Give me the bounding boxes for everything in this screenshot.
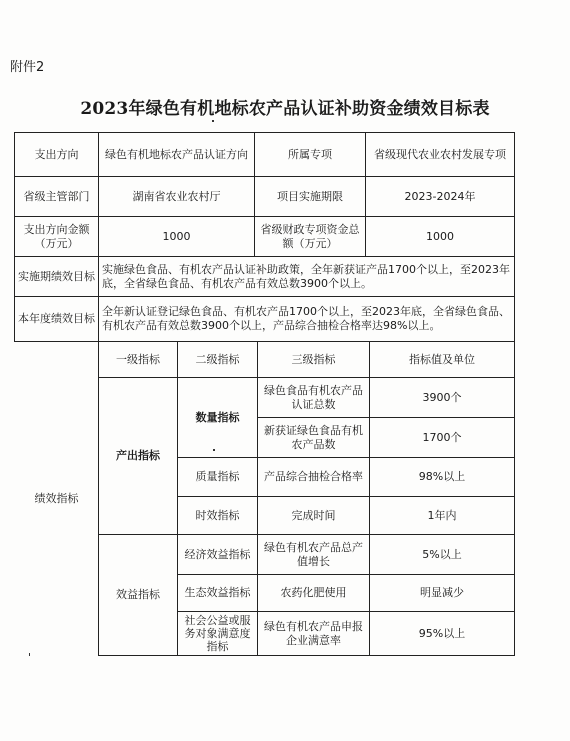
quality-indicator-label: 质量指标 (177, 457, 258, 497)
quantity-indicator-label: 数量指标 (177, 377, 258, 458)
dept-label: 省级主管部门 (14, 176, 99, 217)
col-level3: 三级指标 (257, 341, 370, 378)
benefit-indicator-label: 效益指标 (98, 534, 178, 656)
attachment-label: 附件2 (10, 60, 45, 75)
quality-name: 产品综合抽检合格率 (257, 457, 370, 497)
scan-speck (213, 449, 215, 451)
time-value: 1年内 (369, 496, 515, 535)
time-name: 完成时间 (257, 496, 370, 535)
q2-name: 新获证绿色食品有机农产品数 (257, 417, 370, 458)
amount-value: 1000 (98, 216, 255, 257)
direction-label: 支出方向 (14, 132, 99, 177)
social-indicator-label: 社会公益或服务对象满意度指标 (177, 611, 258, 656)
output-indicator-label: 产出指标 (98, 377, 178, 535)
dept-value: 湖南省农业农村厅 (98, 176, 255, 217)
period-value: 2023-2024年 (365, 176, 515, 217)
amount-label: 支出方向金额（万元） (14, 216, 99, 257)
fund-value: 1000 (365, 216, 515, 257)
q1-name: 绿色食品有机农产品认证总数 (257, 377, 370, 418)
special-label: 所属专项 (254, 132, 366, 177)
social-value: 95%以上 (369, 611, 515, 656)
col-level2: 二级指标 (177, 341, 258, 378)
indicator-section-label: 绩效指标 (34, 491, 79, 505)
period-label: 项目实施期限 (254, 176, 366, 217)
col-level1: 一级指标 (98, 341, 178, 378)
time-indicator-label: 时效指标 (177, 496, 258, 535)
period-goal-label: 实施期绩效目标 (14, 256, 99, 297)
quality-value: 98%以上 (369, 457, 515, 497)
scan-speck (212, 120, 214, 122)
eco-value: 明显减少 (369, 574, 515, 612)
econ-indicator-label: 经济效益指标 (177, 534, 258, 575)
q2-value: 1700个 (369, 417, 515, 458)
social-name: 绿色有机农产品申报企业满意率 (257, 611, 370, 656)
econ-value: 5%以上 (369, 534, 515, 575)
year-goal-label: 本年度绩效目标 (14, 296, 99, 342)
special-value: 省级现代农业农村发展专项 (365, 132, 515, 177)
fund-label: 省级财政专项资金总额（万元） (254, 216, 366, 257)
year-goal-text: 全年新认证登记绿色食品、有机农产品1700个以上，至2023年底，全省绿色食品、有机农产品有效总数3900个以上，产品综合抽检合格率达98%以上。 (98, 296, 515, 342)
period-goal-text: 实施绿色食品、有机农产品认证补助政策，全年新获证产品1700个以上，至2023年底，全省绿色食品、有机农产品有效总数3900个以上。 (98, 256, 515, 297)
col-value: 指标值及单位 (369, 341, 515, 378)
eco-name: 农药化肥使用 (257, 574, 370, 612)
eco-indicator-label: 生态效益指标 (177, 574, 258, 612)
econ-name: 绿色有机农产品总产值增长 (257, 534, 370, 575)
direction-value: 绿色有机地标农产品认证方向 (98, 132, 255, 177)
scan-speck (29, 653, 30, 656)
q1-value: 3900个 (369, 377, 515, 418)
page-title: 2023年绿色有机地标农产品认证补助资金绩效目标表 (80, 99, 490, 119)
